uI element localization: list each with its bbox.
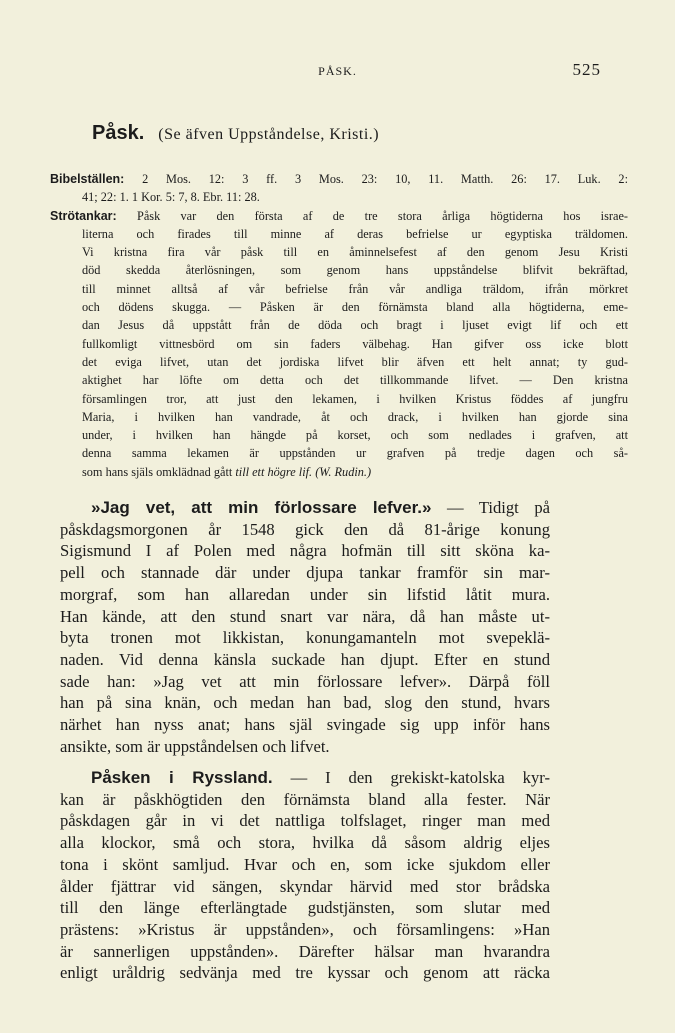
russia-line: är sannerligen uppstånden». Därefter hälsar man hvarandra — [60, 941, 550, 961]
strotankar-label: Strötankar: — [50, 208, 117, 223]
quote-line: närhet han nyss anat; hans själ svingade sig upp inför hans — [60, 715, 550, 735]
page-number: 525 — [572, 60, 601, 79]
russia-line: prästens: »Kristus är uppstånden», och församlingens: »Han — [60, 919, 550, 939]
strotankar-line: till minnet alltså af vår befrielse från vår andliga träldom, ifrån mörkret — [82, 281, 628, 296]
bibelstallen-label: Bibelställen: — [50, 172, 125, 186]
strotankar-line: död skedda återlösningen, som genom hans uppståndelse blifvit bekräftad, — [82, 263, 628, 278]
strotankar-line: Vi kristna fira vår påsk till en åminnelsefest af den genom Jesu Kristi — [82, 245, 628, 260]
quote-line: naden. Vid denna känsla suckade han djupt. Efter en stund — [60, 649, 550, 669]
russia-section-label: Påsken i Ryssland. — [91, 768, 273, 787]
russia-text: — I den grekiskt-katolska kyr- — [290, 768, 550, 787]
entry-heading-word: Påsk. — [92, 122, 145, 144]
russia-line: tona i skönt samljud. Hvar och en, som icke sjukdom eller — [60, 854, 550, 874]
strotankar-line — [50, 207, 628, 225]
russia-line: ålder fjättrar vid sängen, skyndar härvid med stor brådska — [60, 876, 550, 896]
strotankar-line: aktighet har löfte om detta och det tillkommande lifvet. — Den kristna — [82, 373, 628, 388]
russia-line: alla klockor, små och stora, hvilka då såsom aldrig eljes — [60, 833, 550, 853]
quote-line: pell och stannade där under djupa tankar framför sin mar- — [60, 563, 550, 583]
quote-text: — Tidigt på — [446, 498, 550, 517]
quote-section — [60, 497, 550, 757]
russia-line: enligt uråldrig sedvänja med tre kyssar och genom att räcka — [60, 963, 550, 983]
page-header — [60, 60, 615, 86]
strotankar-line: under, i hvilken han hängde på korset, och som nedlades i grafven, att — [82, 428, 628, 443]
strotankar-line — [50, 463, 628, 481]
bibelstallen-line — [50, 170, 628, 188]
quote-section-label: »Jag vet, att min förlossare lefver.» — [91, 498, 432, 517]
strotankar-text: Påsk var den första af de tre stora årliga högtiderna hos israe- — [137, 208, 628, 223]
strotankar-line: det eviga lifvet, utan det jordiska lifvet blir äfven ett helt annat; ty gud- — [82, 354, 628, 369]
russia-line: påskdagen går in vi det nattliga tolfslaget, ringer man med — [60, 811, 550, 831]
bibelstallen-line: 41; 22: 1. 1 Kor. 5: 7, 8. Ebr. 11: 28. — [82, 190, 260, 205]
quote-line: påskdagsmorgonen år 1548 gick den då 81-årige konung — [60, 519, 550, 539]
strotankar-line: dan Jesus då uppstått från de döda och bragt i ljuset evigt lif och ett — [82, 318, 628, 333]
russia-line: kan är påskhögtiden den förnämsta bland alla fester. När — [60, 789, 550, 809]
quote-line: Han kände, att den stund snart var nära, då han måste ut- — [60, 606, 550, 626]
strotankar-line: literna och firades till minne af deras befrielse ur egyptiska träldomen. — [82, 226, 628, 241]
quote-line: ansikte, som är uppståndelsen och lifvet. — [60, 736, 330, 756]
strotankar-text: som hans själs omklädnad gått — [82, 464, 233, 479]
quote-line: sade han: »Jag vet att min förlossare lefver». Därpå föll — [60, 671, 550, 691]
russia-line: till den länge efterlängtade gudstjänsten, som slutar med — [60, 898, 550, 918]
strotankar-italic-end: till ett högre lif. — [235, 464, 313, 479]
strotankar-line: Maria, i hvilken han vandrade, åt och drack, i hvilken han gjorde sina — [82, 409, 628, 424]
quote-line: Sigismund I af Polen med några hofmän till sitt sköna ka- — [60, 541, 550, 561]
strotankar-attribution: (W. Rudin.) — [315, 464, 372, 479]
entry-heading-cross-reference: (Se äfven Uppståndelse, Kristi.) — [158, 126, 380, 143]
entry-notes — [50, 170, 628, 481]
running-title: PÅSK. — [318, 64, 357, 78]
strotankar-line: denna samma lekamen är uppstånden ur grafven på tredje dagen och så- — [82, 446, 628, 461]
strotankar-line: fullkomligt vittnesbörd om sin faders välbehag. Han gifver oss icke blott — [82, 336, 628, 351]
russia-section — [60, 767, 550, 984]
strotankar-line: och dödens skugga. — Påsken är den förnämsta bland alla högtiderna, eme- — [82, 300, 628, 315]
strotankar-line: församlingen tror, att just den lekamen, i hvilken Kristus föddes af jungfru — [82, 391, 628, 406]
quote-line: han på sina knän, och medan han bad, slog den stund, hvars — [60, 693, 550, 713]
quote-line: morgraf, som han allaredan under sin lifstid låtit mura. — [60, 584, 550, 604]
entry-heading — [92, 122, 635, 145]
bibelstallen-text: 2 Mos. 12: 3 ff. 3 Mos. 23: 10, 11. Matth. 26: 17. Luk. 2: — [142, 172, 628, 186]
quote-line — [60, 497, 550, 519]
russia-line — [60, 767, 550, 789]
quote-line: byta tronen mot likkistan, konungamanteln mot svepeklä- — [60, 628, 550, 648]
